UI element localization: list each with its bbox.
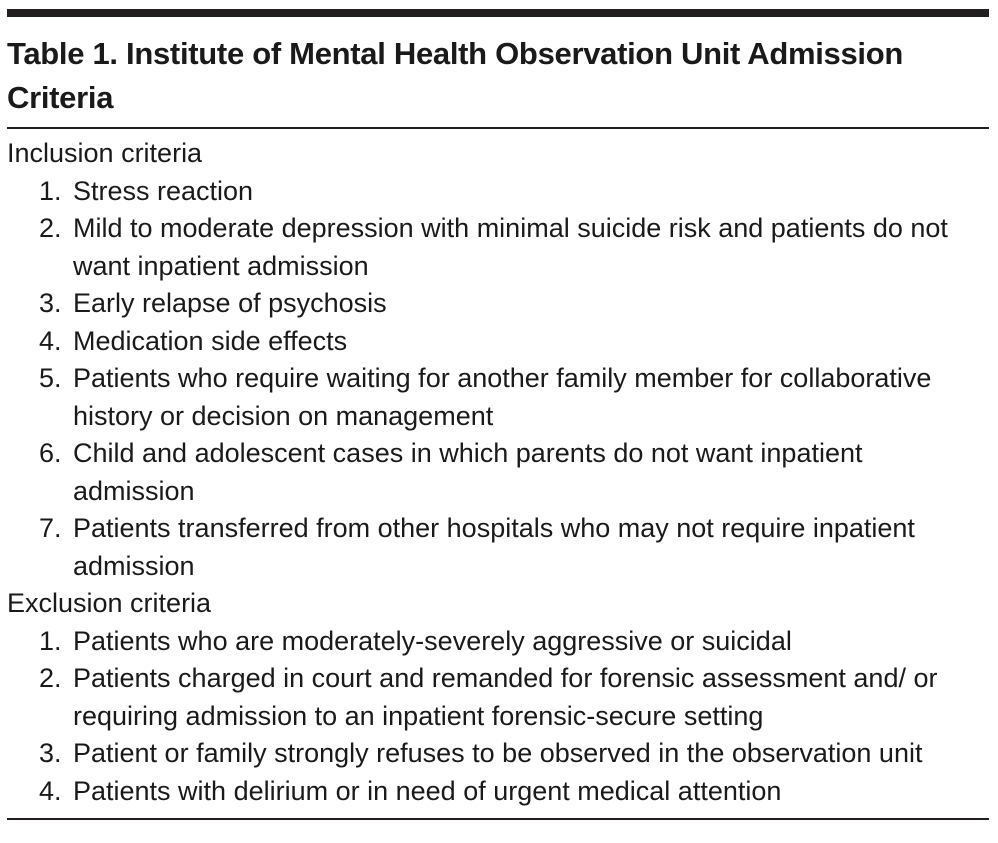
item-text: Patients who require waiting for another family member for collaborative history or decision on management xyxy=(73,363,932,431)
list-item xyxy=(7,173,989,211)
list-item xyxy=(7,510,989,585)
top-rule xyxy=(7,9,989,17)
item-text: Child and adolescent cases in which parents do not want inpatient admission xyxy=(73,438,863,506)
inclusion-heading: Inclusion criteria xyxy=(7,138,203,168)
item-number: 3. xyxy=(39,738,62,768)
item-text: Patients who are moderately-severely aggressive or suicidal xyxy=(73,625,792,656)
item-number: 2. xyxy=(39,663,62,693)
item-number: 4. xyxy=(39,325,62,356)
table-title: Table 1. Institute of Mental Health Observation Unit Admission Criteria xyxy=(7,36,904,115)
exclusion-heading: Exclusion criteria xyxy=(7,588,212,618)
list-item xyxy=(7,360,989,435)
item-number: 1. xyxy=(39,175,62,206)
inclusion-list xyxy=(7,173,989,586)
item-text: Patients with delirium or in need of urgent medical attention xyxy=(73,775,782,806)
item-text: Medication side effects xyxy=(73,325,348,356)
list-item xyxy=(7,285,989,323)
item-number: 4. xyxy=(39,775,62,806)
item-number: 2. xyxy=(39,213,62,243)
item-text: Patients transferred from other hospitals who may not require inpatient admission xyxy=(73,513,915,581)
item-text: Patient or family strongly refuses to be observed in the observation unit xyxy=(73,738,923,768)
item-text: Patients charged in court and remanded for forensic assessment and/ or requiring admission to an inpatient forensic-secure setting xyxy=(73,663,938,731)
item-number: 6. xyxy=(39,438,62,468)
item-text: Early relapse of psychosis xyxy=(73,288,387,318)
item-text: Mild to moderate depression with minimal suicide risk and patients do not want inpatient admission xyxy=(73,213,948,281)
list-item xyxy=(7,735,989,773)
bottom-rule xyxy=(7,818,989,820)
item-number: 3. xyxy=(39,288,62,318)
item-number: 7. xyxy=(39,513,62,543)
exclusion-list xyxy=(7,623,989,811)
table-body xyxy=(7,129,989,810)
list-item xyxy=(7,773,989,811)
list-item xyxy=(7,323,989,361)
item-number: 5. xyxy=(39,363,62,393)
item-number: 1. xyxy=(39,625,62,656)
list-item xyxy=(7,660,989,735)
list-item xyxy=(7,435,989,510)
list-item xyxy=(7,623,989,661)
criteria-table xyxy=(7,9,989,820)
item-text: Stress reaction xyxy=(73,175,254,206)
list-item xyxy=(7,210,989,285)
